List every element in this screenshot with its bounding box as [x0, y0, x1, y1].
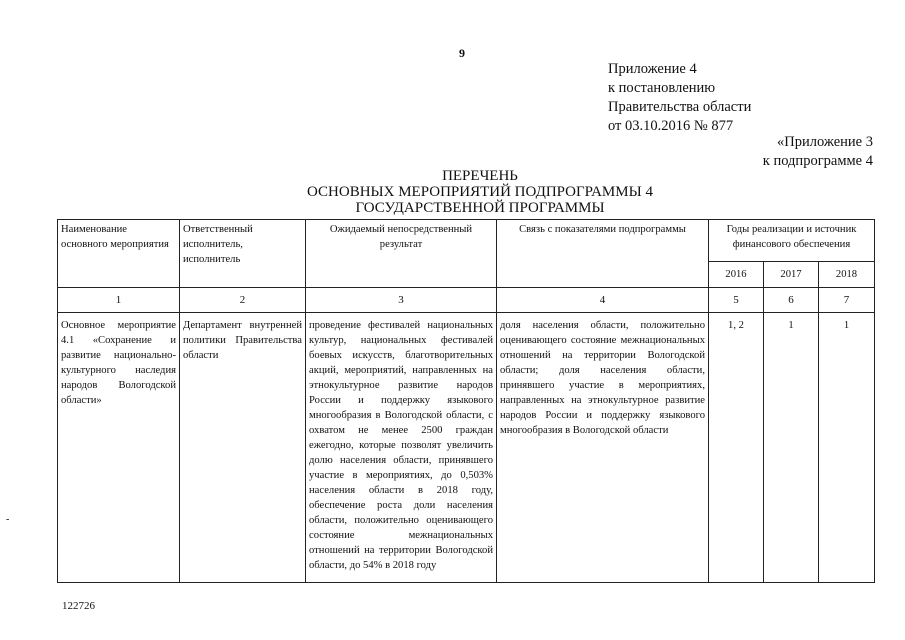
document-title [200, 168, 760, 216]
column-number: 2 [180, 288, 306, 313]
column-number: 4 [497, 288, 709, 313]
document-number: 122726 [62, 600, 95, 612]
header-executor: Ответственный исполнитель, исполнитель [180, 220, 306, 288]
title-line: ПЕРЕЧЕНЬ [442, 168, 518, 184]
title-line: ГОСУДАРСТВЕННОЙ ПРОГРАММЫ [355, 200, 605, 216]
column-number-row [58, 288, 875, 313]
header-measure: Наименование основного мероприятия [58, 220, 180, 288]
appendix-line: Правительства области [608, 99, 752, 115]
result-cell: проведение фестивалей национальных культур, национальных фестивалей боевых искусств, благотворительных акций, мероприятий, направленных на этнокультурное развитие народов России и поддержку языкового многообразия в Вологодской области, с охватом не менее 2500 граждан ежегодно, которые позволят увеличить долю населения области, принявшего участие в мероприятиях, до 0,503% населения области в 2018 году, обеспечение роста доли населения области, положительно оценивающего состояние межнациональных отношений на территории Вологодской области, до 54% в 2018 году [306, 313, 497, 583]
margin-mark: - [6, 514, 10, 525]
column-number: 7 [819, 288, 875, 313]
measures-table [57, 219, 875, 583]
measure-cell: Основное мероприятие 4.1 «Сохранение и развитие национально-культурного наследия народов Вологодской области» [58, 313, 180, 583]
header-indicators: Связь с показателями подпрограммы [497, 220, 709, 288]
header-years: Годы реализации и источник финансового обеспечения [709, 220, 875, 262]
page-number: 9 [459, 46, 465, 60]
appendix-prev-line: к подпрограмме 4 [762, 153, 873, 169]
year-2018-cell: 1 [819, 313, 875, 583]
table-row [58, 313, 875, 583]
appendix-prev-block [763, 133, 873, 171]
column-number: 1 [58, 288, 180, 313]
header-result: Ожидаемый непосредственный результат [306, 220, 497, 288]
indicators-cell: доля населения области, положительно оценивающего состояние межнациональных отношений на территории Вологодской области; доля населения области, принявшего участие в мероприятиях, направленных на этнокультурное развитие народов России и поддержку языкового многообразия в Вологодской области [497, 313, 709, 583]
year-2016-cell: 1, 2 [709, 313, 764, 583]
year-cell: 2016 [709, 262, 764, 288]
column-number: 5 [709, 288, 764, 313]
appendix-line: от 03.10.2016 № 877 [608, 118, 734, 134]
column-number: 3 [306, 288, 497, 313]
executor-cell: Департамент внутренней политики Правительства области [180, 313, 306, 583]
appendix-line: к постановлению [608, 80, 716, 96]
header-row [58, 220, 875, 262]
column-number: 6 [764, 288, 819, 313]
appendix-block [608, 60, 751, 136]
year-cell: 2018 [819, 262, 875, 288]
year-2017-cell: 1 [764, 313, 819, 583]
appendix-prev-line: «Приложение 3 [777, 134, 873, 150]
appendix-line: Приложение 4 [608, 61, 697, 77]
title-line: ОСНОВНЫХ МЕРОПРИЯТИЙ ПОДПРОГРАММЫ 4 [307, 184, 653, 200]
year-cell: 2017 [764, 262, 819, 288]
